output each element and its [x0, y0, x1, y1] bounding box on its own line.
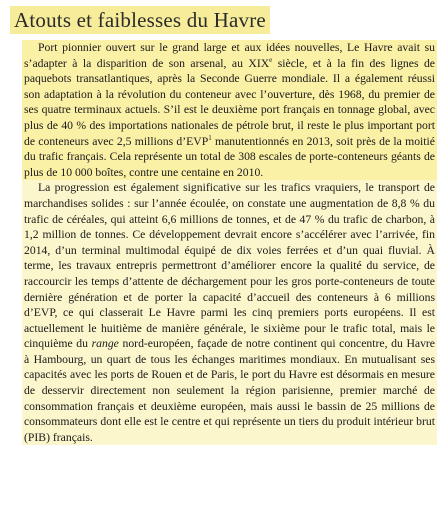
paragraph-2-text-b: nord-européen, façade de notre continent qui concentre, du Havre à Hambourg, un quart de tous les échanges maritimes mondiaux. En mutualisant ses capacités avec les ports de Rouen et de Paris, le port du Havre est désormais en mesure de desservir directement non seulement la région parisienne, premier marché de consommation français et deuxième européen, mais aussi le bassin de 25 millions de consommateurs dont elle est le centre et qui représente un tiers du produit intérieur brut (PIB) français.	[24, 337, 435, 444]
title-wrap	[10, 6, 270, 34]
footnote-marker: 1	[208, 133, 212, 142]
paragraph-2-text-a: La progression est également significative sur les trafics vraquiers, le transport de marchandises solides : sur l’année écoulée, on constate une augmentation de 8,8 % du trafic de céréales, qui atteint 6,6 millions de tonnes, et de 47 % du trafic de charbon, à 1,2 million de tonnes. Ce développement devrait encore s’accélérer avec l’arrivée, fin 2014, d’un terminal multimodal équipé de dix voies ferrées et d’un quai fluvial. À terme, les travaux entrepris permettront d’améliorer encore la qualité du service, de raccourcir les temps d’attente de déchargement pour les gros porte-conteneurs de toute dernière génération et de porter la capacité d’accueil des conteneurs à 6 millions d’EVP, ce qui classerait Le Havre parmi les cinq premiers ports européens. Il est actuellement le huitième de manière générale, le sixième pour le trafic total, mais le cinquième du	[24, 181, 435, 351]
paragraph-2	[22, 180, 437, 445]
italic-range: range	[91, 337, 119, 351]
article-body	[22, 40, 437, 445]
superscript-century: e	[269, 55, 273, 64]
paragraph-1	[22, 40, 437, 180]
paragraph-1-text-a: Port pionnier ouvert sur le grand large et aux idées nouvelles, Le Havre avait su s’adapter à la disparition de son arsenal, au XIX	[24, 41, 435, 70]
paragraph-1-text-c: manutentionnés en 2013, soit près de la moitié du trafic français. Cela représente un total de 308 escales de porte-conteneurs géants de plus de 10 000 boîtes, contre une centaine en 2010.	[24, 134, 435, 179]
paragraph-1-text-b: siècle, et à la fin des lignes de paquebots transatlantiques, après la Seconde Guerre mondiale. Il a également réussi son adaptation à la révolution du conteneur avec l’ouverture, dès 1968, du premier de ses quatre terminaux actuels. S’il est le deuxième port français en tonnage global, avec plus de 40 % des importations nationales de pétrole brut, il reste le plus important port de conteneurs avec 2,5 millions d’EVP	[24, 56, 435, 148]
article-title: Atouts et faiblesses du Havre	[10, 6, 270, 34]
